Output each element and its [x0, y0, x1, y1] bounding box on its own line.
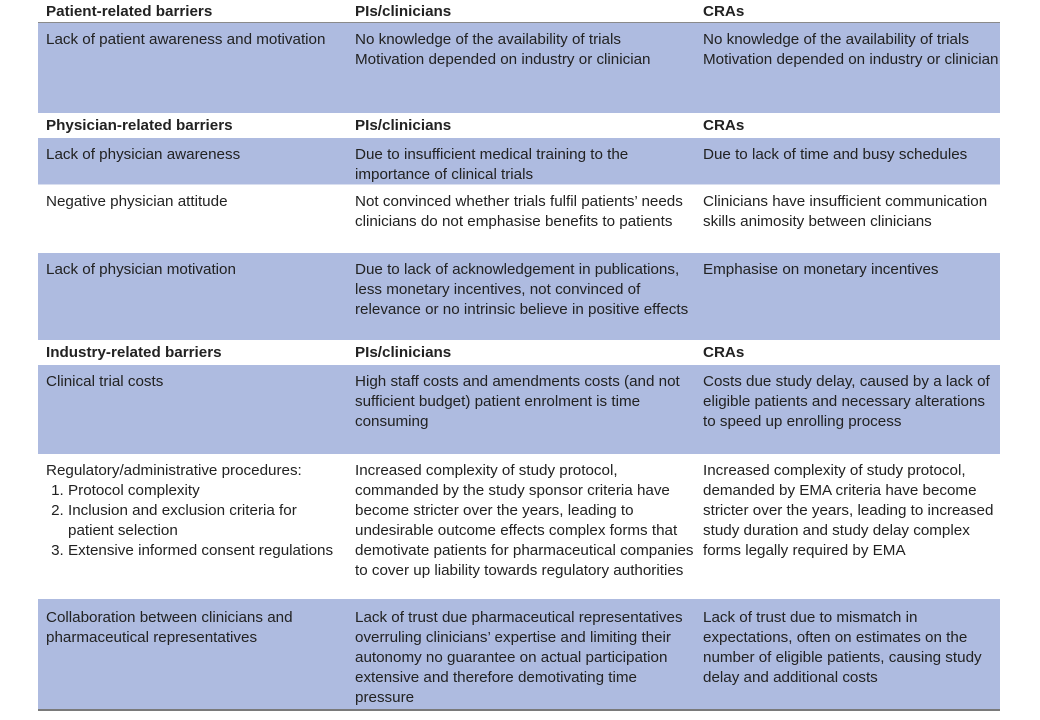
table-row — [38, 253, 1000, 340]
header-barrier: Physician-related barriers — [46, 117, 233, 134]
cras-cell: Costs due study delay, caused by a lack of eligible patients and necessary alterations to speed up enrolling process — [703, 373, 990, 430]
section-header-patient — [38, 0, 1000, 23]
table-row — [38, 365, 1000, 454]
barrier-list-item: 3. Extensive informed consent regulations — [68, 541, 346, 561]
barrier-cell: Lack of patient awareness and motivation — [46, 31, 326, 48]
table-row — [38, 454, 1000, 601]
barriers-table — [38, 0, 1000, 711]
table-row — [38, 138, 1000, 184]
pis-cell: Lack of trust due pharmaceutical representatives overruling clinicians’ expertise and limiting their autonomy no guarantee on actual participation extensive and therefore demotivating time pressure — [355, 609, 683, 706]
cras-line: No knowledge of the availability of trials — [703, 31, 969, 48]
pis-cell — [346, 30, 694, 113]
header-barrier: Patient-related barriers — [46, 3, 213, 20]
table-row — [38, 184, 1000, 253]
pis-line: No knowledge of the availability of trials — [355, 31, 621, 48]
pis-cell: Due to lack of acknowledgement in publications, less monetary incentives, not convinced of relevance or no intrinsic believe in positive effects — [355, 261, 689, 318]
cras-cell: Due to lack of time and busy schedules — [703, 146, 968, 163]
barrier-cell — [38, 461, 346, 599]
table-row — [38, 23, 1000, 113]
header-barrier: Industry-related barriers — [46, 344, 222, 361]
cras-cell: Increased complexity of study protocol, demanded by EMA criteria have become stricter over the years, leading to increased study duration and study delay complex forms legally required by EMA — [703, 462, 994, 559]
barrier-cell: Collaboration between clinicians and pharmaceutical representatives — [46, 609, 293, 646]
barrier-title: Regulatory/administrative procedures: — [46, 462, 302, 479]
header-pis: PIs/clinicians — [355, 117, 452, 134]
cras-cell: Lack of trust due to mismatch in expectations, often on estimates on the number of eligible patients, causing study delay and additional costs — [703, 609, 982, 686]
pis-cell: Increased complexity of study protocol, commanded by the study sponsor criteria have become stricter over the years, leading to undesirable outcome effects complex forms that demotivate patients for pharmaceutical companies to cover up liability towards regulatory authorities — [355, 462, 694, 579]
pis-cell: High staff costs and amendments costs (and not sufficient budget) patient enrolment is time consuming — [355, 373, 680, 430]
cras-cell: Emphasise on monetary incentives — [703, 261, 939, 278]
table-row — [38, 601, 1000, 711]
pis-line: Motivation depended on industry or clinician — [355, 51, 651, 68]
header-pis: PIs/clinicians — [355, 3, 452, 20]
barrier-cell: Negative physician attitude — [46, 193, 228, 210]
barrier-list-item: 2. Inclusion and exclusion criteria for patient selection — [68, 501, 346, 541]
cras-line: Motivation depended on industry or clinician — [703, 51, 999, 68]
barrier-cell: Lack of physician awareness — [46, 146, 241, 163]
cras-cell — [694, 30, 1000, 113]
barrier-cell: Lack of physician motivation — [46, 261, 236, 278]
header-pis: PIs/clinicians — [355, 344, 452, 361]
barrier-list-item: 1. Protocol complexity — [68, 481, 346, 501]
cras-cell: Clinicians have insufficient communication skills animosity between clinicians — [703, 193, 988, 230]
barrier-list — [46, 481, 346, 561]
barrier-cell: Clinical trial costs — [46, 373, 164, 390]
header-cras: CRAs — [703, 344, 745, 361]
section-header-industry — [38, 340, 1000, 365]
header-cras: CRAs — [703, 3, 745, 20]
pis-cell: Due to insufficient medical training to the importance of clinical trials — [355, 146, 629, 183]
header-cras: CRAs — [703, 117, 745, 134]
section-header-physician — [38, 113, 1000, 138]
pis-cell: Not convinced whether trials fulfil patients’ needs clinicians do not emphasise benefits to patients — [355, 193, 683, 230]
